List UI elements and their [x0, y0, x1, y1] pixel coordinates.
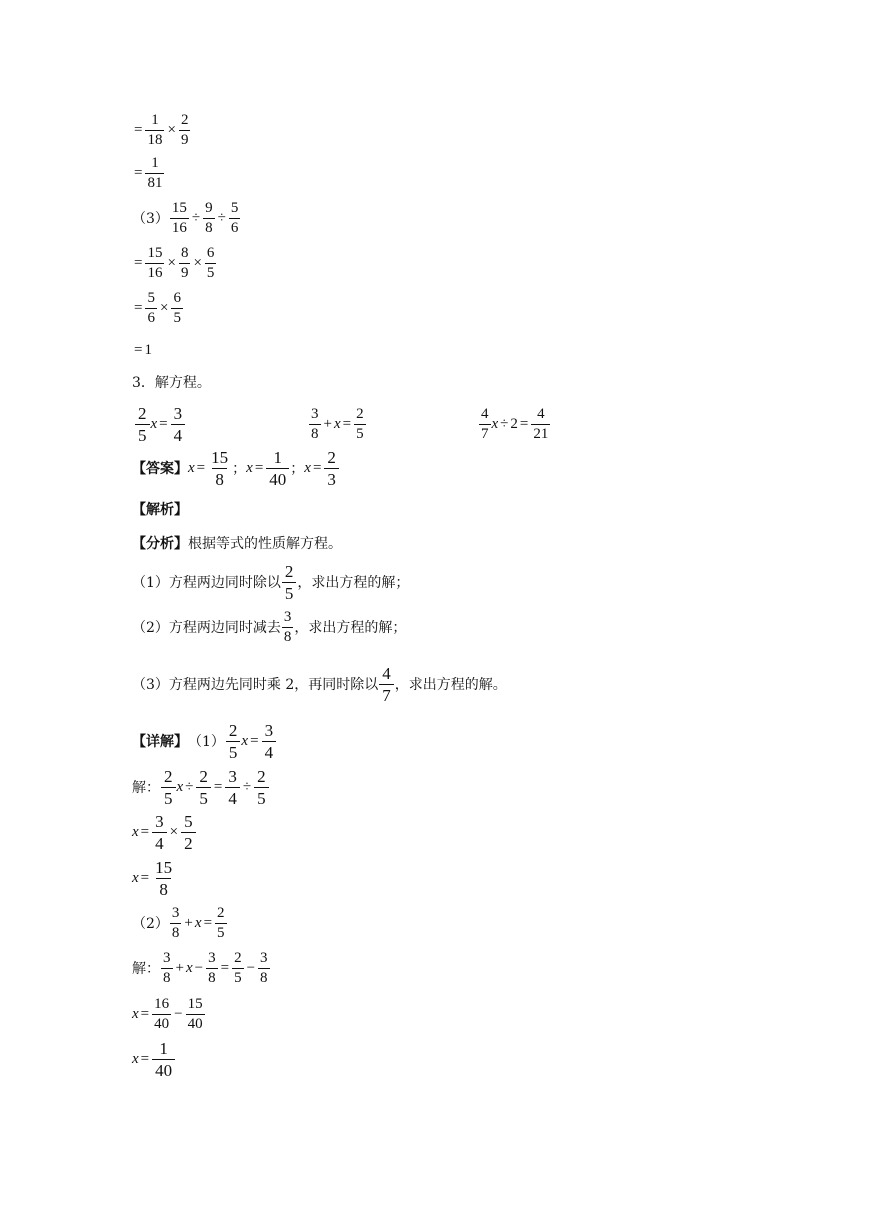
fraction [262, 722, 277, 761]
fraction [232, 951, 244, 986]
fraction [254, 768, 269, 807]
text: 根据等式的性质解方程。 [188, 536, 342, 552]
numerator: 2 [164, 766, 173, 786]
operator: ÷ [500, 415, 509, 432]
work-line [132, 597, 406, 657]
fraction [229, 201, 241, 236]
text: ，求出方程的解； [297, 575, 410, 591]
numerator: 3 [163, 949, 171, 966]
numerator: 15 [187, 995, 203, 1012]
fraction [258, 951, 270, 986]
fraction [282, 563, 297, 602]
fraction [324, 449, 339, 488]
operator: + [323, 415, 332, 432]
fraction [225, 768, 240, 807]
operator: = [134, 341, 143, 358]
fraction [479, 407, 491, 442]
operator: ÷ [191, 209, 201, 226]
denominator: 9 [180, 131, 189, 148]
variable: x [304, 459, 311, 476]
operator: − [194, 959, 204, 976]
numerator: 2 [199, 766, 208, 786]
text: （1）方程两边同时除以 [132, 575, 281, 591]
fraction [309, 407, 321, 442]
operator: = [140, 869, 150, 886]
fraction [379, 665, 394, 704]
fraction [215, 906, 227, 941]
numerator: 2 [138, 403, 147, 423]
variable: x [132, 869, 139, 886]
numerator: 1 [151, 154, 159, 171]
denominator: 8 [208, 969, 216, 986]
denominator: 5 [282, 582, 297, 602]
text: ； [290, 461, 305, 477]
fraction [179, 113, 191, 148]
fraction [170, 201, 189, 236]
variable: x [194, 914, 202, 931]
fraction [161, 951, 173, 986]
denominator: 5 [217, 924, 225, 941]
numerator: 2 [284, 561, 294, 581]
operator: − [246, 959, 256, 976]
denominator: 6 [230, 219, 239, 236]
denominator: 5 [206, 264, 215, 281]
numerator: 5 [147, 289, 155, 306]
denominator: 21 [533, 425, 549, 442]
operator: = [342, 415, 352, 432]
denominator: 8 [205, 219, 213, 236]
operator: = [134, 299, 143, 316]
numerator: 3 [155, 811, 164, 831]
fraction [161, 768, 176, 807]
variable: x [132, 1005, 139, 1022]
numerator: 1 [159, 1038, 168, 1058]
fraction [145, 246, 164, 281]
denominator: 4 [171, 424, 186, 444]
numerator: 3 [208, 949, 216, 966]
number: 2 [510, 415, 518, 432]
denominator: 7 [379, 684, 394, 704]
numerator: 2 [356, 405, 364, 422]
numerator: 5 [230, 199, 239, 216]
variable: x [333, 415, 341, 432]
numerator: 5 [184, 811, 193, 831]
denominator: 6 [147, 309, 155, 326]
operator: = [134, 121, 143, 138]
fraction [186, 997, 205, 1032]
fraction [531, 407, 550, 442]
numerator: 4 [481, 405, 489, 422]
text: 解： [132, 780, 160, 796]
text: ，求出方程的解。 [394, 677, 507, 693]
operator: = [519, 415, 529, 432]
text: （3）方程两边先同时乘 2，再同时除以 [132, 677, 379, 693]
operator: = [159, 415, 168, 432]
operator: + [184, 914, 193, 931]
denominator: 4 [262, 741, 277, 761]
operator: = [254, 459, 264, 476]
numerator: 3 [171, 904, 180, 921]
variable: x [150, 415, 158, 432]
section-label: 【答案】 [132, 461, 188, 477]
denominator: 5 [356, 425, 364, 442]
numerator: 2 [327, 447, 336, 467]
operator: = [134, 254, 143, 271]
numerator: 2 [234, 949, 242, 966]
text: ，求出方程的解； [294, 620, 407, 636]
numerator: 4 [382, 663, 391, 683]
numerator: 3 [264, 720, 274, 740]
denominator: 16 [147, 264, 163, 281]
operator: = [220, 959, 230, 976]
fraction [203, 201, 215, 236]
numerator: 3 [228, 766, 237, 786]
numerator: 3 [283, 608, 292, 625]
fraction [152, 1040, 175, 1079]
fraction [205, 246, 217, 281]
denominator: 8 [156, 878, 171, 898]
denominator: 5 [161, 787, 176, 807]
section-label: 【详解】 [132, 734, 188, 750]
operator: = [140, 1005, 150, 1022]
variable: x [246, 459, 253, 476]
section-label: 【解析】 [132, 502, 188, 518]
text: ； [232, 461, 247, 477]
fraction [152, 813, 167, 852]
numerator: 6 [173, 289, 181, 306]
section-label: 【分析】 [132, 536, 188, 552]
text: （1） [188, 734, 225, 750]
operator: × [167, 121, 176, 138]
denominator: 18 [147, 131, 163, 148]
variable: x [185, 959, 193, 976]
denominator: 5 [226, 741, 241, 761]
denominator: 40 [152, 1059, 175, 1079]
fraction [170, 906, 182, 941]
numerator: 15 [147, 244, 163, 261]
numerator: 16 [154, 995, 170, 1012]
numerator: 6 [206, 244, 215, 261]
fraction [226, 722, 241, 761]
denominator: 2 [181, 832, 196, 852]
operator: = [213, 778, 223, 795]
denominator: 4 [225, 787, 240, 807]
text: （3） [132, 211, 169, 227]
operator: = [196, 459, 206, 476]
operator: ÷ [217, 209, 226, 226]
fraction [179, 246, 191, 281]
denominator: 5 [234, 969, 242, 986]
equation [478, 394, 551, 454]
denominator: 40 [266, 468, 289, 488]
operator: = [140, 823, 150, 840]
denominator: 9 [180, 264, 189, 281]
numerator: 3 [260, 949, 268, 966]
denominator: 8 [171, 924, 180, 941]
denominator: 16 [171, 219, 187, 236]
operator: ÷ [242, 778, 252, 795]
denominator: 3 [324, 468, 339, 488]
variable: x [176, 778, 184, 795]
operator: = [203, 914, 213, 931]
numerator: 2 [228, 720, 238, 740]
variable: x [241, 732, 249, 749]
denominator: 7 [481, 425, 489, 442]
variable: x [132, 823, 139, 840]
fraction [152, 859, 175, 898]
operator: × [159, 299, 169, 316]
fraction [171, 291, 183, 326]
numerator: 3 [311, 405, 319, 422]
operator: + [175, 959, 184, 976]
variable: x [132, 1050, 139, 1067]
fraction [354, 407, 366, 442]
numerator: 15 [211, 447, 229, 467]
numerator: 3 [173, 403, 183, 423]
text: （2） [132, 916, 169, 932]
denominator: 8 [260, 969, 268, 986]
denominator: 8 [311, 425, 319, 442]
numerator: 1 [151, 111, 159, 128]
numerator: 2 [217, 904, 225, 921]
denominator: 5 [173, 309, 181, 326]
variable: x [188, 459, 195, 476]
text: （2）方程两边同时减去 [132, 620, 281, 636]
numerator: 2 [180, 111, 189, 128]
operator: = [140, 1050, 150, 1067]
operator: = [250, 732, 259, 749]
fraction [145, 156, 164, 191]
denominator: 8 [212, 468, 227, 488]
numerator: 9 [205, 199, 213, 216]
fraction [196, 768, 211, 807]
fraction [152, 997, 171, 1032]
denominator: 4 [152, 832, 167, 852]
numerator: 2 [257, 766, 266, 786]
operator: ÷ [185, 778, 194, 795]
denominator: 40 [187, 1015, 203, 1032]
operator: × [167, 254, 176, 271]
fraction [208, 449, 231, 488]
fraction [266, 449, 289, 488]
denominator: 8 [283, 628, 292, 645]
operator: = [134, 164, 143, 181]
fraction [206, 951, 218, 986]
work-line [132, 1029, 176, 1089]
denominator: 5 [135, 424, 150, 444]
numerator: 4 [537, 405, 545, 422]
operator: = [312, 459, 322, 476]
numerator: 15 [171, 199, 187, 216]
text: 3．解方程。 [132, 375, 211, 391]
fraction [282, 610, 294, 645]
denominator: 40 [154, 1015, 170, 1032]
operator: − [174, 1005, 183, 1022]
operator: × [193, 254, 202, 271]
numerator: 1 [273, 447, 283, 467]
fraction [181, 813, 196, 852]
denominator: 5 [196, 787, 211, 807]
numerator: 15 [155, 857, 173, 877]
operator: × [169, 823, 179, 840]
work-line [132, 654, 507, 714]
text: 解： [132, 961, 160, 977]
number: 1 [144, 341, 152, 358]
numerator: 8 [180, 244, 189, 261]
denominator: 8 [163, 969, 171, 986]
denominator: 81 [147, 174, 163, 191]
denominator: 5 [254, 787, 269, 807]
variable: x [491, 415, 499, 432]
